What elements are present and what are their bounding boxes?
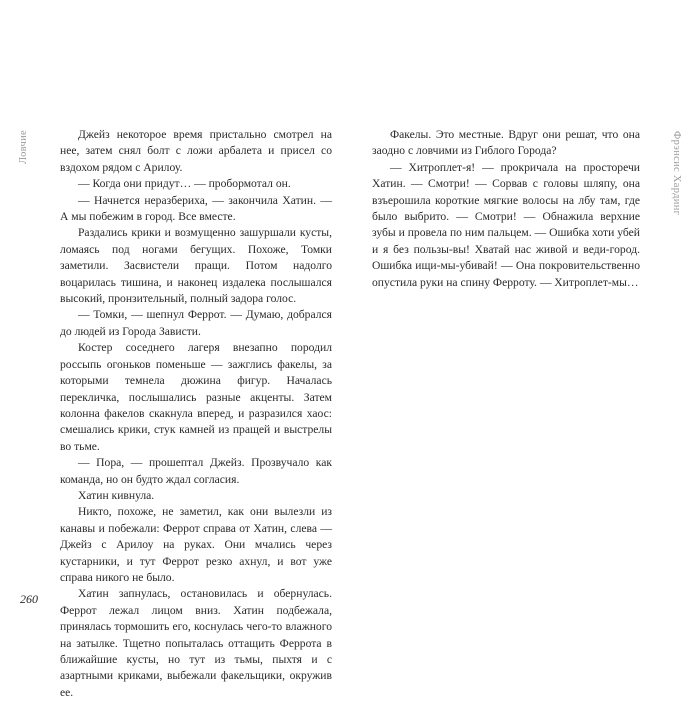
running-head-right: Фрэнсис Хардинг (671, 131, 682, 216)
paragraph: Хатин кивнула. (77, 488, 155, 502)
paragraph: — Когда они придут… — пробормотал он. (77, 177, 291, 191)
paragraph: — Хитроплет-я! — прокричала на просторечи Хатин. — Смотри! — Сорвав с головы шляпу, она взъерошила короткие мягкие волосы на лбу там, где было выбрито. — Смотри! — Обнажила верхние зубы и провела по ним пальцем. — Ошибка хоти убей и я без пользы-вы! Хватай нас живой и веди-город. Ошибка ищи-мы-убивай! — Она покровительственно опустила руки на спину Ферроту. — Хитроплет-мы… (372, 160, 640, 289)
paragraph: Костер соседнего лагеря внезапно породил россыпь огоньков поменьше — зажглись факелы, за которыми темнела дюжина фигур. Началась перекличка, послышались разные акценты. Затем колонна факелов скакнула вперед, и разразился хаос: смешались крики, стук камней из пращей и выстрелы во тьме. (60, 341, 332, 453)
paragraph: Хатин запнулась, остановилась и обернулась. Феррот лежал лицом вниз. Хатин подбежала, принялась тормошить его, коснулась чего-то влажного на затылке. Тщетно попыталась оттащить Феррота в ближайшие кусты, но тут из тьмы, пыхтя и с азартными криками, выбежали факельщики, окружив ее. (60, 587, 332, 699)
paragraph: Раздались крики и возмущенно зашуршали кусты, ломаясь под ногами бегущих. Похоже, Томки заметили. Засвистели пращи. Потом надолго воцарилась тишина, и наконец издалека послышался высокий, пронзительный, полный задора голос. (60, 226, 332, 306)
left-column (60, 127, 332, 701)
paragraph: — Томки, — шепнул Феррот. — Думаю, добрался до людей из Города Зависти. (60, 308, 332, 338)
paragraph: Факелы. Это местные. Вдруг они решат, что она заодно с ловчими из Гиблого Города? (372, 128, 640, 158)
paragraph: — Начнется неразбериха, — закончила Хатин. — А мы побежим в город. Все вместе. (60, 193, 332, 224)
paragraph: Джейз некоторое время пристально смотрел на нее, затем снял болт с ложи арбалета и присел со вздохом рядом с Арилоу. (60, 128, 332, 174)
running-head-left: Ловчие (18, 130, 29, 165)
right-column (372, 127, 640, 291)
paragraph: — Пора, — прошептал Джейз. Прозвучало как команда, но он будто ждал согласия. (60, 456, 332, 486)
page-number: 260 (20, 592, 38, 606)
paragraph: Никто, похоже, не заметил, как они вылезли из канавы и побежали: Феррот справа от Хатин, слева — Джейз с Арилоу на руках. Они мчались через кустарники, и тут Феррот резко ахнул, и вот уже справа никого не было. (60, 505, 332, 584)
